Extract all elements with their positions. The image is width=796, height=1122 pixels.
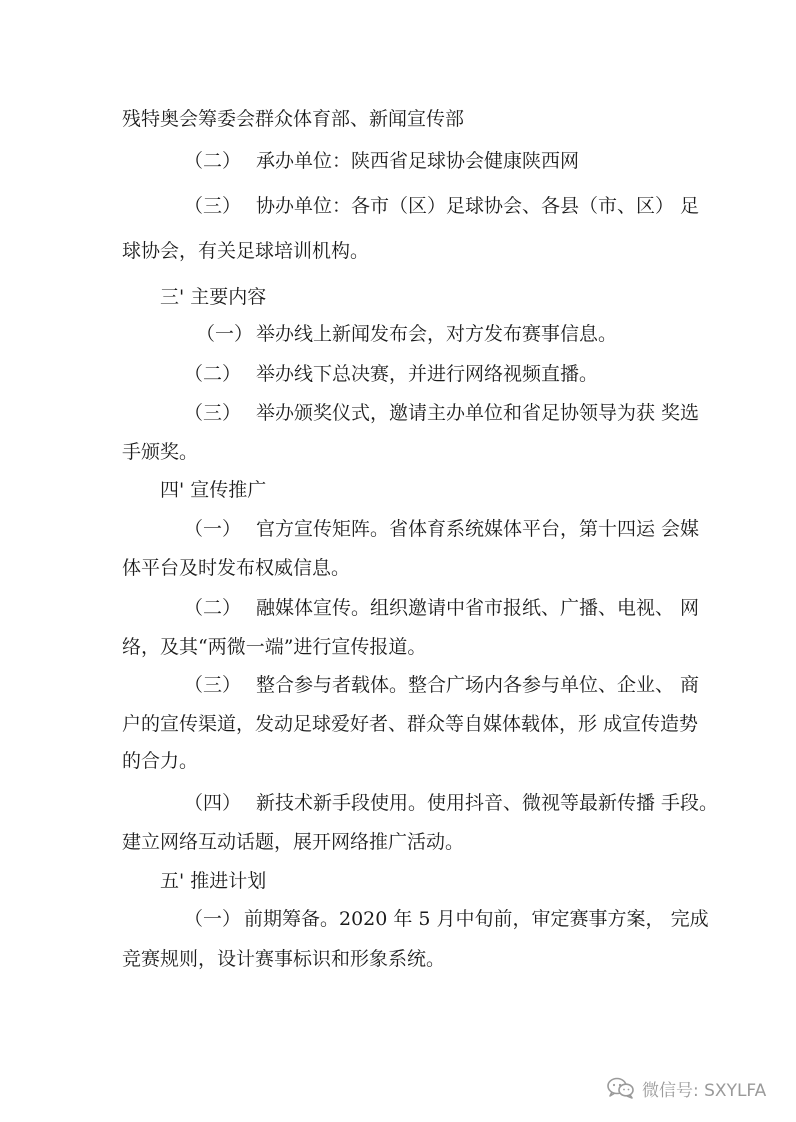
item-number: （一）	[196, 323, 254, 345]
body-line: 承办单位：陕西省足球协会健康陕西网	[256, 150, 580, 172]
item-number: （三）	[184, 402, 242, 424]
body-line: 举办线下总决赛，并进行网络视频直播。	[256, 363, 599, 385]
body-line: 户的宣传渠道，发动足球爱好者、群众等自媒体载体，形 成宣传造势	[122, 713, 699, 735]
item-number: （一）	[184, 518, 242, 540]
body-line: 新技术新手段使用。使用抖音、微视等最新传播 手段。	[256, 792, 719, 814]
body-line: 体平台及时发布权威信息。	[122, 557, 351, 579]
body-line: 球协会，有关足球培训机构。	[122, 240, 370, 262]
watermark-text: 微信号: SXYLFA	[642, 1080, 767, 1101]
item-number: （四）	[184, 792, 242, 814]
item-number: （一）	[184, 908, 242, 930]
item-number: （二）	[184, 150, 242, 172]
body-line: 前期筹备。2020 年 5 月中旬前，审定赛事方案， 完成	[244, 908, 709, 930]
body-line: 建立网络互动话题，展开网络推广活动。	[122, 831, 465, 853]
section-heading: 四' 宣传推广	[160, 479, 267, 501]
section-heading: 五' 推进计划	[160, 870, 267, 892]
body-line: 举办颁奖仪式，邀请主办单位和省足协领导为获 奖选	[256, 402, 700, 424]
body-line: 手颁奖。	[122, 441, 199, 463]
item-number: （三）	[184, 195, 242, 217]
body-line: 竞赛规则，设计赛事标识和形象系统。	[122, 948, 446, 970]
item-number: （二）	[184, 363, 242, 385]
section-heading: 三' 主要内容	[160, 286, 267, 308]
body-line: 协办单位：各市（区）足球协会、各县（市、区） 足	[256, 195, 700, 217]
body-line: 举办线上新闻发布会，对方发布赛事信息。	[256, 323, 618, 345]
wechat-watermark	[606, 1074, 766, 1102]
body-line: 整合参与者载体。整合广场内各参与单位、企业、 商	[256, 674, 700, 696]
body-line: 络，及其“两微一端”进行宣传报道。	[122, 636, 427, 658]
body-line: 残特奥会筹委会群众体育部、新闻宣传部	[122, 108, 465, 130]
wechat-icon	[606, 1076, 636, 1100]
item-number: （三）	[184, 674, 242, 696]
item-number: （二）	[184, 597, 242, 619]
body-line: 的合力。	[122, 750, 199, 772]
body-line: 官方宣传矩阵。省体育系统媒体平台，第十四运 会媒	[256, 518, 700, 540]
body-line: 融媒体宣传。组织邀请中省市报纸、广播、电视、 网	[256, 597, 700, 619]
